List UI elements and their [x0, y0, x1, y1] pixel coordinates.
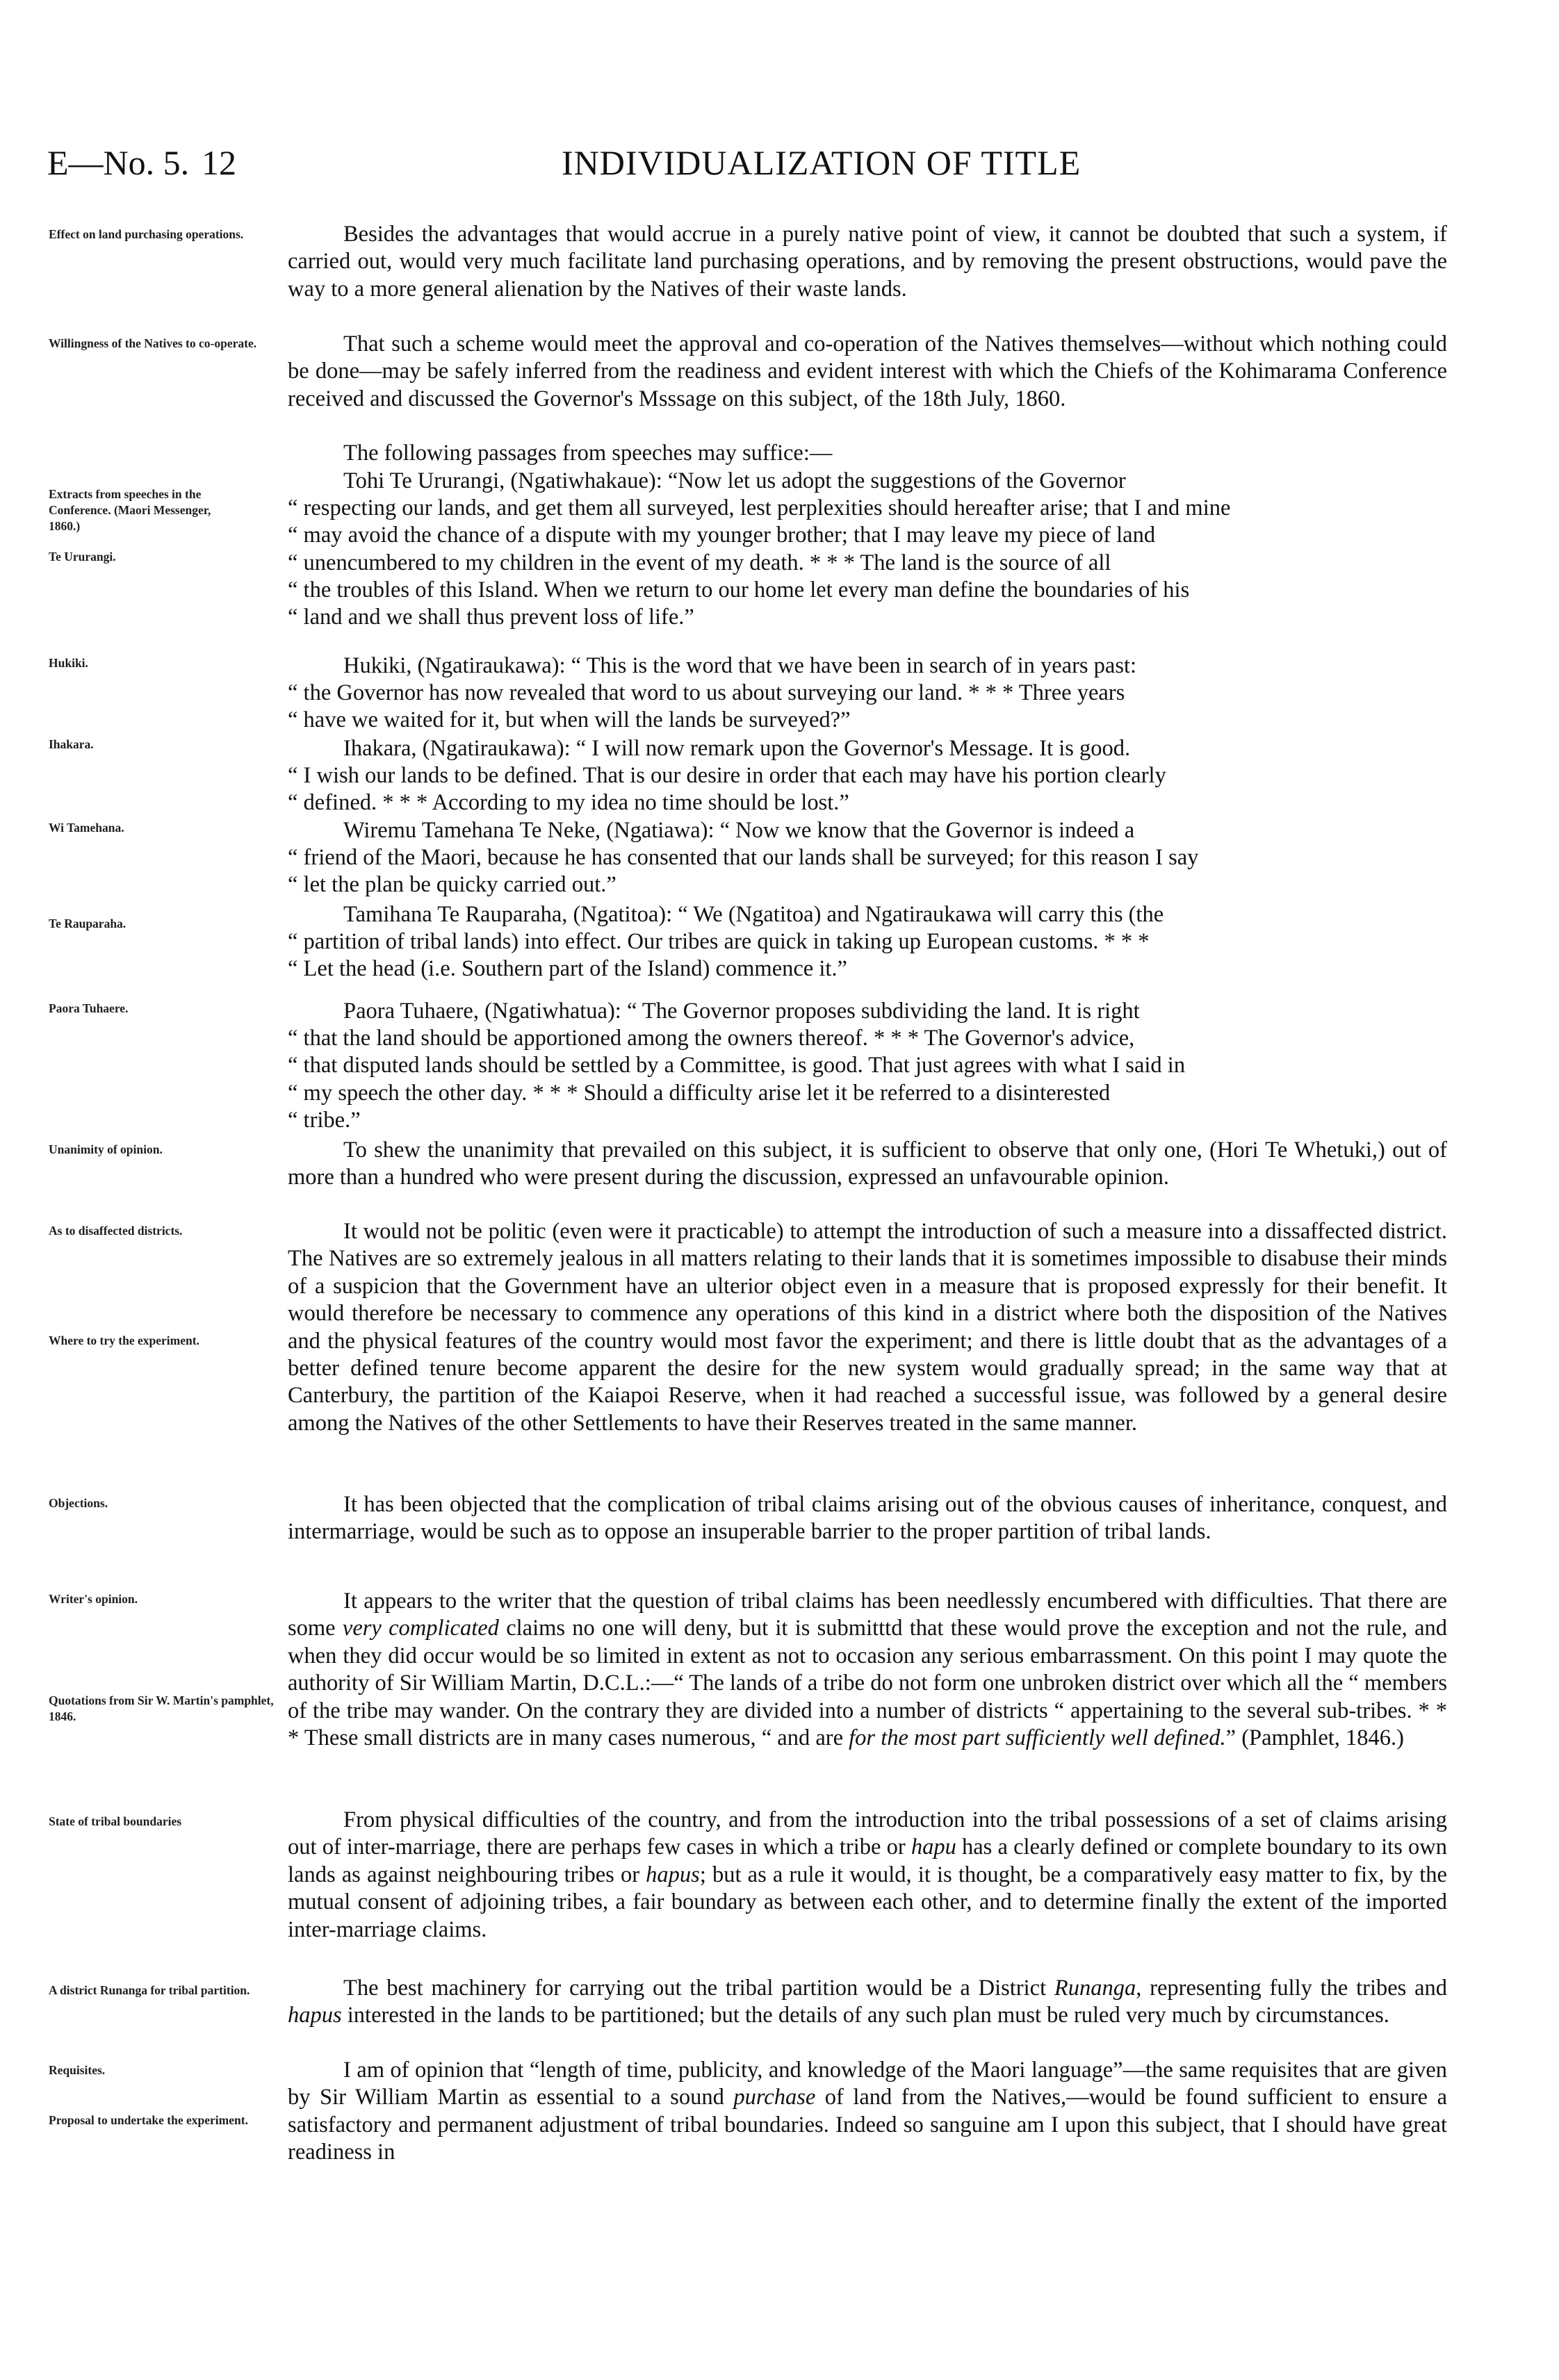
text-run: claims no one will deny, but it is submitttd that these would prove the exception and not the rule, and when they did occur would be so limited in extent as not to occasion any serious embarrassment. On this point I may quote the authority of Sir William Martin, D.C.L.:—“ The lands of a tribe do not form one unbroken district over which all the “ members of the tribe may wander. On the contrary they are divided into a number of districts “ appertaining to the several sub-tribes. * * * These small districts are in many cases numerous, “ and are: [288, 1616, 1447, 1751]
paragraph-willingness: That such a scheme would meet the approval and co-operation of the Natives themselves—without which nothing could be done—may be safely inferred from the readiness and evident interest with which the Chiefs of the Kohimarama Conference received and discussed the Governor's Msssage on this subject, of the 18th July, 1860.: [288, 331, 1447, 411]
margin-note-unanimity: Unanimity of opinion.: [49, 1142, 163, 1156]
quote-line: “ may avoid the chance of a dispute with my younger brother; that I may leave my piece of land: [288, 523, 1156, 548]
margin-note-hukiki: Hukiki.: [49, 656, 88, 670]
text-run: ” (Pamphlet, 1846.): [1225, 1725, 1404, 1751]
margin-note-ihakara: Ihakara.: [49, 737, 94, 751]
margin-note-quotations: Quotations from Sir W. Martin's pamphlet, 1846.: [49, 1693, 274, 1723]
quote-line: “ my speech the other day. * * * Should a difficulty arise let it be referred to a disinterested: [288, 1081, 1111, 1106]
margin-note-writers-opinion: Writer's opinion.: [49, 1592, 138, 1606]
paragraph-objections: It has been objected that the complication of tribal claims arising out of the obvious causes of inheritance, conquest, and intermarriage, would be such as to oppose an insuperable barrier to the proper partition of tribal lands.: [288, 1492, 1447, 1545]
margin-note-objections: Objections.: [49, 1496, 108, 1510]
quote-line: “ partition of tribal lands) into effect. Our tribes are quick in taking up European customs. * * *: [288, 929, 1150, 954]
quote-line: Hukiki, (Ngatiraukawa): “ This is the word that we have been in search of in years past:: [343, 653, 1137, 678]
paragraph-disaffected-districts: It would not be politic (even were it practicable) to attempt the introduction of such a measure into a dissaffected district. The Natives are so extremely jealous in all matters relating to their lands that it is sometimes impossible to disabuse their minds of a suspicion that the Government have an ulterior object even in a measure that is proposed expressly for their benefit. It would therefore be necessary to commence any operations of this kind in a district where both the disposition of the Natives and the physical features of the country would most favor the experiment; and there is little doubt that as the advantages of a better defined tenure become apparent the desire for the new system would gradually spread; in the same way that at Canterbury, the partition of the Kaiapoi Reserve, when it had reached a successful issue, was followed by a general desire among the Natives of the other Settlements to have their Reserves treated in the same manner.: [288, 1219, 1447, 1436]
quote-line: “ unencumbered to my children in the event of my death. * * * The land is the source of all: [288, 550, 1111, 575]
quote-line: Wiremu Tamehana Te Neke, (Ngatiawa): “ Now we know that the Governor is indeed a: [343, 818, 1135, 843]
paragraph-requisites: [288, 2057, 1447, 2167]
quote-line: “ tribe.”: [288, 1108, 361, 1133]
text-run: From physical difficulties of the country, and from the introduction into the tribal possessions of a set of claims arising out of inter-marriage, there are perhaps few cases in which a tribe or: [288, 1807, 1447, 1860]
paragraph-tribal-boundaries: [288, 1807, 1447, 1944]
text-run: It appears to the writer that the question of tribal claims has been needlessly encumbered with difficulties. That there are some: [288, 1589, 1447, 1641]
emphasis: for the most part sufficiently well defined.: [849, 1725, 1226, 1751]
quote-line: “ the Governor has now revealed that word to us about surveying our land. * * * Three years: [288, 680, 1125, 705]
paragraph-passages-intro: The following passages from speeches may suffice:—: [343, 441, 833, 466]
quote-line: “ Let the head (i.e. Southern part of the Island) commence it.”: [288, 956, 847, 981]
page-number: 12: [202, 143, 236, 182]
margin-note-paora-tuhaere: Paora Tuhaere.: [49, 1001, 129, 1015]
quote-line: “ the troubles of this Island. When we return to our home let every man define the boundaries of his: [288, 577, 1190, 602]
paragraph-district-runanga: [288, 1975, 1447, 2030]
quote-line: “ I wish our lands to be defined. That is our desire in order that each may have his portion clearly: [288, 763, 1166, 788]
quote-line: “ defined. * * * According to my idea no time should be lost.”: [288, 790, 849, 815]
quote-line: Tohi Te Ururangi, (Ngatiwhakaue): “Now let us adopt the suggestions of the Governor: [343, 468, 1126, 493]
emphasis: purchase: [733, 2085, 816, 2110]
text-run: interested in the lands to be partitioned; but the details of any such plan must be ruled very much by circumstances.: [341, 2003, 1389, 2028]
paragraph-advantages: Besides the advantages that would accrue in a purely native point of view, it cannot be doubted that such a system, if carried out, would very much facilitate land purchasing operations, and by removing the present obstructions, would pave the way to a more general alienation by the Natives of their waste lands.: [288, 222, 1447, 302]
margin-note-experiment: Where to try the experiment.: [49, 1333, 199, 1347]
paragraph-unanimity: To shew the unanimity that prevailed on this subject, it is sufficient to observe that only one, (Hori Te Whetuki,) out of more than a hundred who were present during the discussion, expressed an unfavourable opinion.: [288, 1138, 1447, 1190]
quote-line: Paora Tuhaere, (Ngatiwhatua): “ The Governor proposes subdividing the land. It is right: [343, 999, 1140, 1024]
quote-line: “ land and we shall thus prevent loss of life.”: [288, 605, 694, 630]
margin-note-proposal: Proposal to undertake the experiment.: [49, 2113, 248, 2127]
margin-note-te-rauparaha: Te Rauparaha.: [49, 917, 126, 930]
margin-note-extracts: Extracts from speeches in the Conference. (Maori Messenger, 1860.): [49, 487, 211, 533]
text-run: The best machinery for carrying out the tribal partition would be a District: [343, 1976, 1054, 2001]
text-run: ; but as a rule it would, it is thought, be a comparatively easy matter to fix, by the mutual consent of adjoining tribes, a fair boundary as between each other, and to determine finally the extent of the imported inter-marriage claims.: [288, 1862, 1447, 1942]
quote-line: “ let the plan be quicky carried out.”: [288, 872, 617, 897]
text-run: I am of opinion that “length of time, publicity, and knowledge of the Maori language”—the same requisites that are given by Sir William Martin as essential to a sound: [288, 2058, 1447, 2110]
quote-line: “ that the land should be apportioned among the owners thereof. * * * The Governor's advice,: [288, 1026, 1135, 1051]
page-title: INDIVIDUALIZATION OF TITLE: [562, 143, 1081, 182]
margin-note-requisites: Requisites.: [49, 2063, 106, 2077]
margin-note-land-purchasing: Effect on land purchasing operations.: [49, 227, 244, 241]
emphasis: hapus: [646, 1862, 700, 1887]
margin-note-wi-tamehana: Wi Tamehana.: [49, 821, 124, 835]
emphasis: Runanga: [1054, 1976, 1136, 2001]
quote-line: “ friend of the Maori, because he has consented that our lands shall be surveyed; for this reason I say: [288, 845, 1199, 870]
quote-line: “ respecting our lands, and get them all surveyed, lest perplexities should hereafter arise; that I and mine: [288, 495, 1231, 520]
text-run: of land from the Natives,—would be found sufficient to ensure a satisfactory and permanent adjustment of tribal boundaries. Indeed so sanguine am I upon this subject, that I should have great readiness in: [288, 2085, 1447, 2165]
emphasis: hapu: [911, 1835, 956, 1860]
emphasis: hapus: [288, 2003, 342, 2028]
document-reference: E—No. 5.: [47, 143, 190, 182]
paragraph-writers-opinion: [288, 1588, 1447, 1752]
quote-line: Ihakara, (Ngatiraukawa): “ I will now remark upon the Governor's Message. It is good.: [343, 736, 1131, 761]
text-run: has a clearly defined or complete boundary to its own lands as against neighbouring tribes or: [288, 1835, 1447, 1887]
emphasis: very complicated: [342, 1616, 499, 1641]
margin-note-tribal-boundaries: State of tribal boundaries: [49, 1814, 182, 1828]
quote-line: “ have we waited for it, but when will the lands be surveyed?”: [288, 707, 851, 732]
quote-line: Tamihana Te Rauparaha, (Ngatitoa): “ We (Ngatitoa) and Ngatiraukawa will carry this (the: [343, 902, 1164, 927]
margin-note-disaffected: As to disaffected districts.: [49, 1224, 183, 1238]
text-run: , representing fully the tribes and: [1136, 1976, 1448, 2001]
margin-note-district-runanga: A district Runanga for tribal partition.: [49, 1983, 250, 1997]
quote-line: “ that disputed lands should be settled by a Committee, is good. That just agrees with what I said in: [288, 1053, 1186, 1078]
margin-note-willingness: Willingness of the Natives to co-operate.: [49, 336, 257, 350]
margin-note-te-ururangi: Te Ururangi.: [49, 550, 116, 564]
